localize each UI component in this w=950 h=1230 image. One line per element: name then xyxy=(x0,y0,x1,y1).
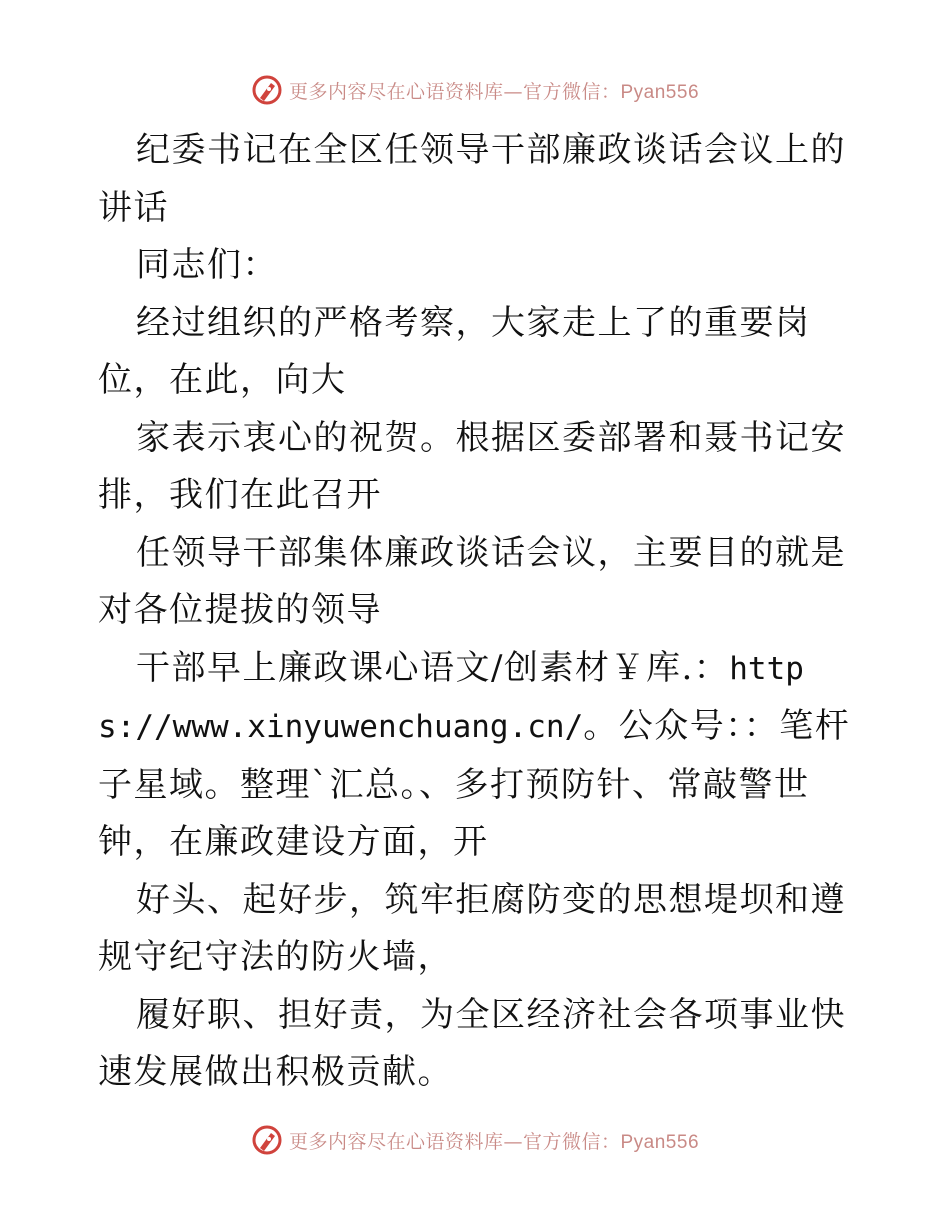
website-link[interactable]: https://www.xinyuwenchuang.cn/ xyxy=(98,650,804,745)
paragraph: 经过组织的严格考察，大家走上了的重要岗位，在此，向大 xyxy=(98,302,811,400)
paragraph-text: 干部早上廉政课心语文/创素材￥库.： xyxy=(136,647,730,688)
paragraph: 家表示衷心的祝贺。根据区委部署和聂书记安排，我们在此召开 xyxy=(98,417,846,515)
footer-banner xyxy=(0,1120,950,1160)
paragraph-with-link xyxy=(98,640,858,872)
banner-caption: 更多内容尽在心语资料库—官方微信：Pyan556 xyxy=(288,80,700,103)
wechat-id: Pyan556 xyxy=(620,1131,700,1153)
document-body xyxy=(98,122,858,1102)
paragraph: 同志们： xyxy=(136,245,278,285)
pen-nib-logo-icon xyxy=(251,1124,283,1156)
paragraph-text: 。公众号：：笔杆子星域。整理`汇总。、多打预防针、常敲警世钟，在廉政建设方面，开 xyxy=(98,706,851,862)
paragraph: 任领导干部集体廉政谈话会议，主要目的就是对各位提拔的领导 xyxy=(98,532,846,630)
paragraph: 履好职、担好责，为全区经济社会各项事业快速发展做出积极贡献。 xyxy=(98,994,846,1092)
header-banner xyxy=(0,70,950,110)
document-title: 纪委书记在全区任领导干部廉政谈话会议上的讲话 xyxy=(98,130,846,228)
pen-nib-logo-icon xyxy=(251,74,283,106)
banner-caption: 更多内容尽在心语资料库—官方微信：Pyan556 xyxy=(288,1130,700,1153)
paragraph: 好头、起好步，筑牢拒腐防变的思想堤坝和遵规守纪守法的防火墙， xyxy=(98,879,846,977)
wechat-id: Pyan556 xyxy=(620,81,700,103)
